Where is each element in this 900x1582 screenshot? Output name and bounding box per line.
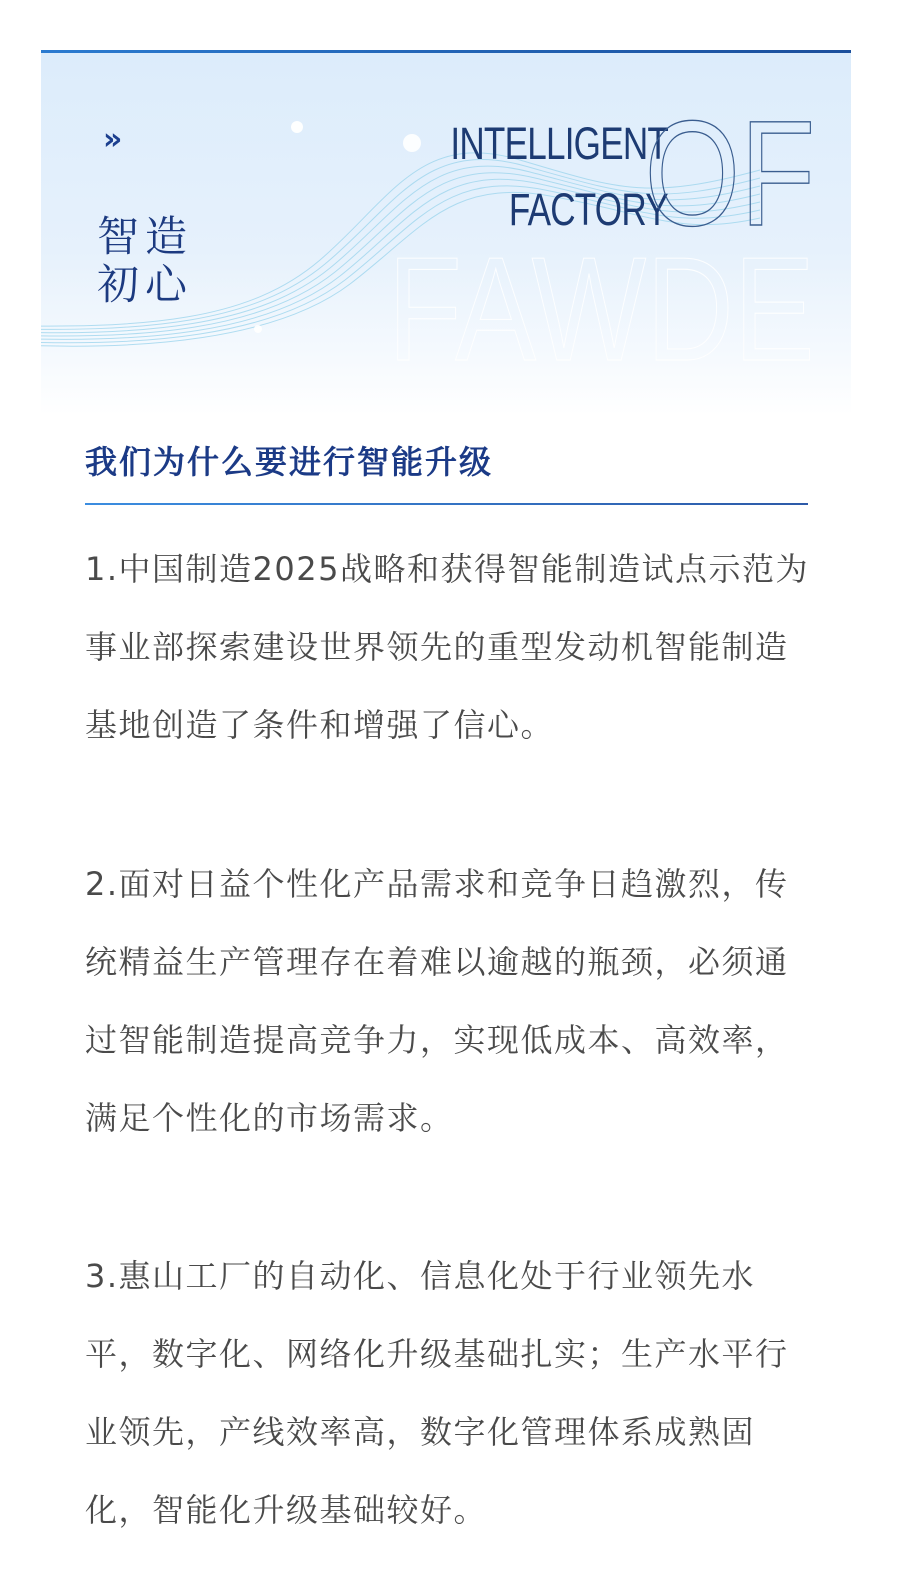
paragraph-3: 3.惠山工厂的自动化、信息化处于行业领先水平，数字化、网络化升级基础扎实；生产水平行业领先，产线效率高，数字化管理体系成熟固化，智能化升级基础较好。 — [85, 1257, 789, 1529]
brand-title-line-1: 智造 — [97, 212, 194, 261]
header-banner — [41, 50, 851, 415]
paragraph-2: 2.面对日益个性化产品需求和竞争日趋激烈，传统精益生产管理存在着难以逾越的瓶颈，必须通过智能制造提高竞争力，实现低成本、高效率，满足个性化的市场需求。 — [85, 865, 789, 1137]
en-title-line-2: FACTORY — [508, 184, 668, 235]
watermark-text: FAWDE — [387, 227, 815, 392]
chevron-right-double-icon: » — [103, 122, 117, 157]
banner-top-border — [41, 50, 851, 53]
brand-title-line-2: 初心 — [97, 260, 194, 309]
section-heading: 我们为什么要进行智能升级 — [85, 443, 494, 481]
en-title-line-1: INTELLIGENT — [450, 118, 668, 169]
section-divider — [85, 503, 808, 505]
paragraph-1: 1.中国制造2025战略和获得智能制造试点示范为事业部探索建设世界领先的重型发动机智能制造基地创造了条件和增强了信心。 — [85, 550, 809, 744]
en-title-of: OF — [644, 89, 815, 257]
brand-title-cn — [97, 213, 193, 309]
